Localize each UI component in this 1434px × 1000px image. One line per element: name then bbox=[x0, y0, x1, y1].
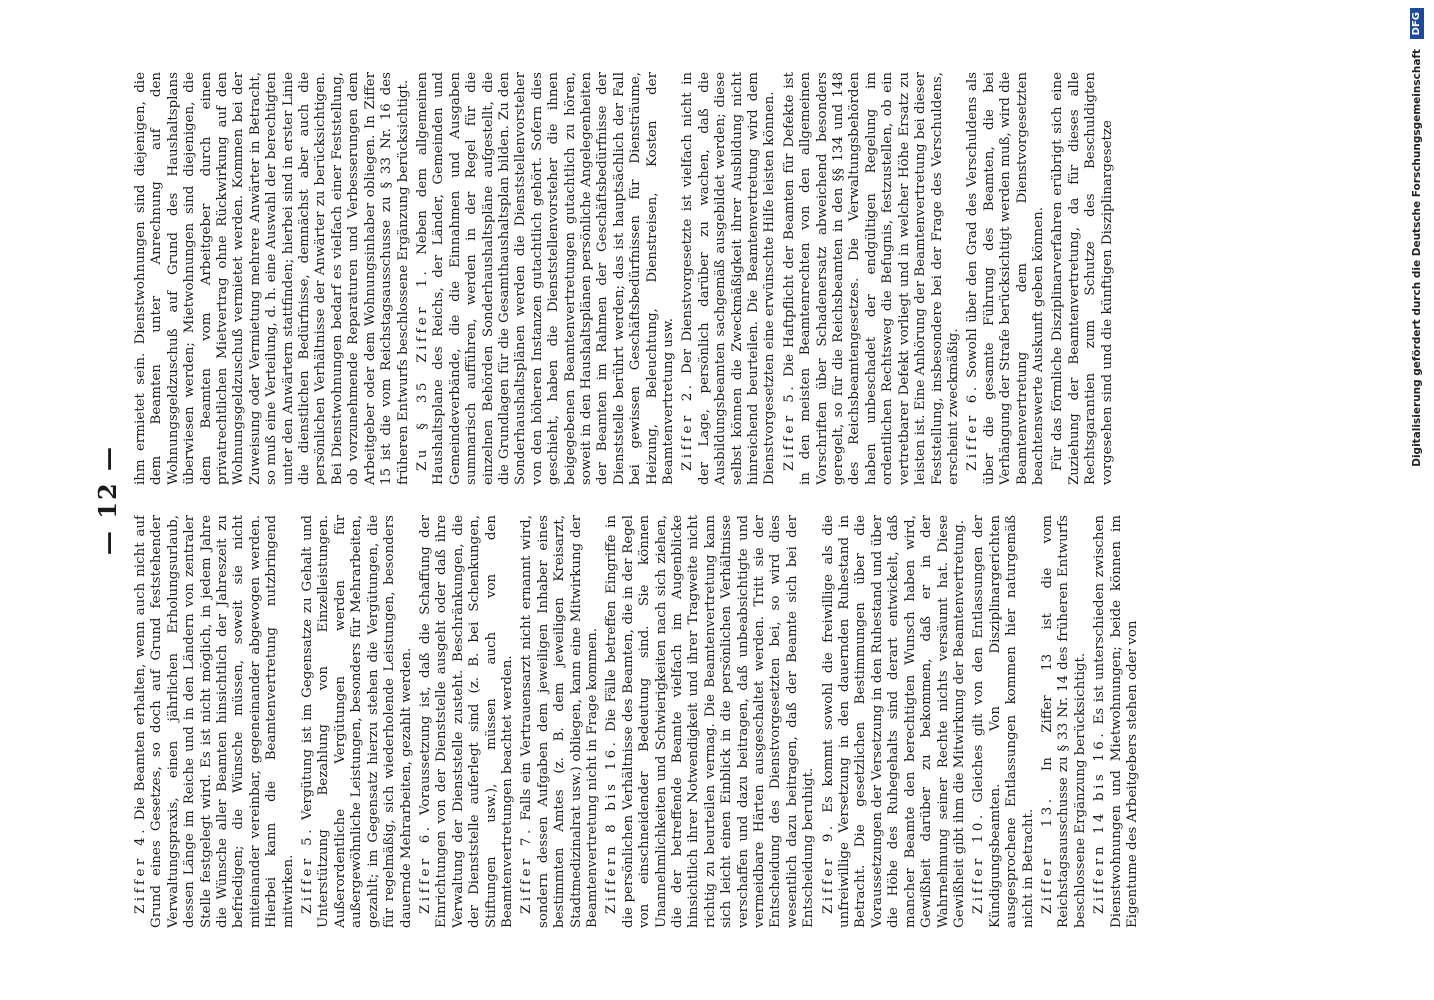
paragraph-text: Neben dem allgemeinen Haushaltsplane des Reichs, der Länder, Gemeinden und Gemeindeverbände, die die Einnahmen und Ausgaben summarisch aufführen, werden in der Regel für die einzelnen Behörden Sonderhaushaltspläne aufgestellt, die die Grundlagen für die Gesamthaushaltsplan bilden. Zu den Sonderhaushaltsplänen werden die Dienststellenvorsteher von den höheren Instanzen gutachtlich gehört. Sofern dies geschieht, haben die Dienststellenvorsteher die ihnen beigegebenen Beamtenvertretungen gutachtlich zu hören, soweit in den Haushaltsplänen persönliche Angelegenheiten der Beamten im Rahmen der Geschäftsbedürfnisse der Dienststelle berührt werden; das ist hauptsächlich der Fall bei gewissen Geschäftsbedürfnissen für Diensträume, Heizung, Beleuchtung, Dienstreisen, Kosten der Beamtenvertretung usw. bbox=[414, 72, 676, 485]
paragraph bbox=[821, 515, 969, 928]
paragraph-text: ihm ermietet sein. Dienstwohnungen sind diejenigen, die dem Beamten unter Anrechnung auf den Wohnungsgeldzuschuß auf Grund des Haushaltsplans überwiesen werden; Mietwohnungen sind diejenigen, die dem Beamten vom Arbeitgeber durch einen privatrechtlichen Mietvertrag ohne Rückwirkung auf den Wohnungsgeldzuschuß vermietet werden. Kommen bei der Zuweisung oder Vermietung mehrere Anwärter in Betracht, so muß eine Verteilung, d. h. eine Auswahl der berechtigten unter den Anwärtern stattfinden; hierbei sind in erster Linie die dienstlichen Bedürfnisse, demnächst aber auch die persönlichen Verhältnisse der Anwärter zu berücksichtigen. Bei Dienstwohnungen bedarf es vielfach einer Feststellung, ob vorzunehmende Reparaturen und Verbesserungen dem Arbeitgeber oder dem Wohnungsinhaber obliegen. In Ziffer 15 ist die vom Reichstagsausschusse zu § 33 Nr. 16 des früheren Entwurfs beschlossene Ergänzung berücksichtigt. bbox=[133, 72, 411, 485]
paragraph bbox=[1040, 515, 1089, 928]
left-column bbox=[133, 515, 1278, 928]
paragraph-lead: Ziffer 6. bbox=[965, 383, 981, 471]
paragraph-text: Für das förmliche Disziplinarverfahren erübrigt sich eine Zuziehung der Beamtenvertretung, da für dieses alle Rechtsgarantien zum Schutze des Beschuldigten vorgesehen sind und die künftigen Disziplinargesetze bbox=[1050, 72, 1115, 485]
dfg-logo: DFG bbox=[1410, 8, 1424, 39]
paragraph-text: Die Haftpflicht der Beamten für Defekte ist in den meisten Beamtenrechten von den allgemeinen Vorschriften über Schadenersatz abweichend besonders geregelt, so für die Reichsbeamten in den §§ 134 und 148 des Reichsbeamtengesetzes. Die Verwaltungsbehörden haben unbeschadet der endgültigen Regelung im ordentlichen Rechtsweg die Befugnis, festzustellen, ob ein vertretbarer Defekt vorliegt und in welcher Höhe Ersatz zu leisten ist. Eine Anhörung der Beamtenvertretung bei dieser Feststellung, insbesondere bei der Frage des Verschuldens, erscheint zweckmäßig. bbox=[781, 72, 961, 485]
page-number: — 12 — bbox=[93, 444, 122, 556]
paragraph-lead: Ziffern 14 bis 16. bbox=[1092, 729, 1108, 914]
paragraph-lead: Ziffer 9. bbox=[820, 822, 836, 914]
paragraph-text: In Ziffer 13 ist die vom Reichstagsausschusse zu § 33 Nr. 14 des früheren Entwurfs beschlossene Ergänzung berücksichtigt. bbox=[1039, 515, 1088, 928]
paragraph-lead: Ziffern 8 bis 16. bbox=[604, 738, 620, 914]
paragraph bbox=[418, 515, 516, 928]
text-columns bbox=[133, 72, 1278, 928]
paragraph-text: Sowohl über den Grad des Verschuldens als über die gesamte Führung des Beamten, die bei Verhängung der Strafe berücksichtigt werden muß, wird die Beamtenvertretung dem Dienstvorgesetzten beachtenswerte Auskunft geben können. bbox=[965, 72, 1046, 485]
paragraph-text: Falls ein Vertrauensarzt nicht ernannt wird, sondern dessen Aufgaben dem jeweiligen Inhaber eines bestimmten Amtes (z. B. dem jeweiligen Kreisarzt, Stadtmedizinalrat usw.) obliegen, kann eine Mitwirkung der Beamtenvertretung nicht in Frage kommen. bbox=[519, 515, 600, 928]
paragraph bbox=[519, 515, 601, 928]
paragraph bbox=[133, 72, 412, 485]
credit-line bbox=[1406, 8, 1428, 992]
paragraph-lead: Ziffer 5. bbox=[300, 826, 316, 914]
rotated-document-page bbox=[93, 72, 1278, 928]
paragraph bbox=[680, 72, 778, 485]
paragraph bbox=[415, 72, 678, 485]
paragraph bbox=[1050, 72, 1116, 485]
paragraph-text: Gleiches gilt von den Entlassungen der Kündigungsbeamten. Von Disziplinargerichten ausgesprochene Entlassungen kommen hier naturgemäß nicht in Betracht. bbox=[971, 515, 1036, 928]
paragraph bbox=[971, 515, 1037, 928]
paragraph-lead: Ziffer 10. bbox=[971, 811, 987, 914]
paragraph-text: Die Fälle betreffen Eingriffe in die persönlichen Verhältnisse des Beamten, die in der Regel von einschneidender Bedeutung sind. Sie können Unannehmlichkeiten und Schwierigkeiten nach sich ziehen, die der betreffende Beamte vielfach im Augenblicke hinsichtlich ihrer Notwendigkeit und ihrer Tragweite nicht richtig zu beurteilen vermag. Die Beamtenvertretung kann sich leicht einen Einblick in die persönlichen Verhältnisse verschaffen und dazu beitragen, daß unbeabsichtigte und vermeidbare Härten ausgeschaltet werden. Tritt sie der Entscheidung des Dienstvorgesetzten bei, so wird dies wesentlich dazu beitragen, daß der Beamte sich bei der Entscheidung beruhigt. bbox=[604, 515, 817, 928]
credit-text: Digitalisierung gefördert durch die Deutsche Forschungsgemeinschaft bbox=[1411, 49, 1423, 467]
paragraph-lead: Ziffer 7. bbox=[519, 826, 535, 914]
paragraph-text: Es ist unterschieden zwischen Dienstwohnungen und Mietwohnungen; beide können im Eigentume des Arbeitgebers stehen oder von bbox=[1092, 515, 1140, 928]
paragraph bbox=[965, 72, 1047, 485]
paragraph-text: Voraussetzung ist, daß die Schaffung der Einrichtungen von der Dienststelle ausgeht oder daß ihre Verwaltung der Dienststelle zusteht. Beschränkungen, die der Dienststelle auferlegt sind (z. B. bei Schenkungen, Stiftungen usw.), müssen auch von den Beamtenvertretungen beachtet werden. bbox=[417, 515, 515, 928]
right-column bbox=[133, 72, 1278, 485]
paragraph bbox=[782, 72, 962, 485]
paragraph-text: Der Dienstvorgesetzte ist vielfach nicht in der Lage, persönlich darüber zu wachen, daß die Ausbildungsbeamten sachgemäß ausgebildet werden; diese selbst können die Zweckmäßigkeit ihrer Ausbildung nicht hinreichend beurteilen. Die Beamtenvertretung wird dem Dienstvorgesetzten eine erwünschte Hilfe leisten können. bbox=[680, 72, 778, 485]
paragraph bbox=[1092, 515, 1141, 928]
digitization-credit bbox=[1406, 8, 1428, 992]
paragraph-lead: Ziffer 5. bbox=[781, 382, 797, 471]
paragraph-lead: Ziffer 6. bbox=[417, 823, 433, 914]
paragraph bbox=[300, 515, 415, 928]
paragraph bbox=[133, 515, 297, 928]
paragraph-lead: Ziffer 4. bbox=[133, 826, 148, 914]
paragraph-lead: Zu § 35 Ziffer 1. bbox=[414, 267, 430, 471]
paragraph bbox=[604, 515, 817, 928]
paragraph-text: Es kommt sowohl die freiwillige als die unfreiwillige Versetzung in den dauernden Ruhestand in Betracht. Die gesetzlichen Bestimmungen über die Voraussetzungen der Versetzung in den Ruhestand und über die Höhe des Ruhegehalts sind derart entwickelt, daß mancher Beamte den berechtigten Wunsch haben wird, Gewißheit darüber zu bekommen, daß er in der Wahrnehmung seiner Rechte nichts versäumt hat. Diese Gewißheit gibt ihm die Mitwirkung der Beamtenvertretung. bbox=[820, 515, 967, 928]
paragraph-text: Vergütung ist im Gegensatze zu Gehalt und Unterstützung Bezahlung von Einzelleistungen. Außerordentliche Vergütungen werden für außergewöhnliche Leistungen, besonders für Mehrarbeiten, gezahlt; im Gegensatz hierzu stehen die Vergütungen, die für regelmäßig, sich wiederholende Leistungen, besonders dauernde Mehrarbeiten, gezahlt werden. bbox=[300, 515, 414, 928]
paragraph-lead: Ziffer 13. bbox=[1039, 795, 1055, 914]
paragraph-lead: Ziffer 2. bbox=[680, 381, 696, 471]
paragraph-text: Die Beamten erhalten, wenn auch nicht auf Grund eines Gesetzes, so doch auf Grund feststehender Verwaltungspraxis, einen jährlichen Erholungsurlaub, dessen Länge im Reiche und in den Ländern von zentraler Stelle festgelegt wird. Es ist nicht möglich, in jedem Jahre die Wünsche aller Beamten hinsichtlich der Jahreszeit zu befriedigen; die Wünsche müssen, soweit sie nicht miteinander vereinbar, gegeneinander abgewogen werden. Hierbei kann die Beamtenvertretung nutzbringend mitwirken. bbox=[133, 515, 296, 928]
